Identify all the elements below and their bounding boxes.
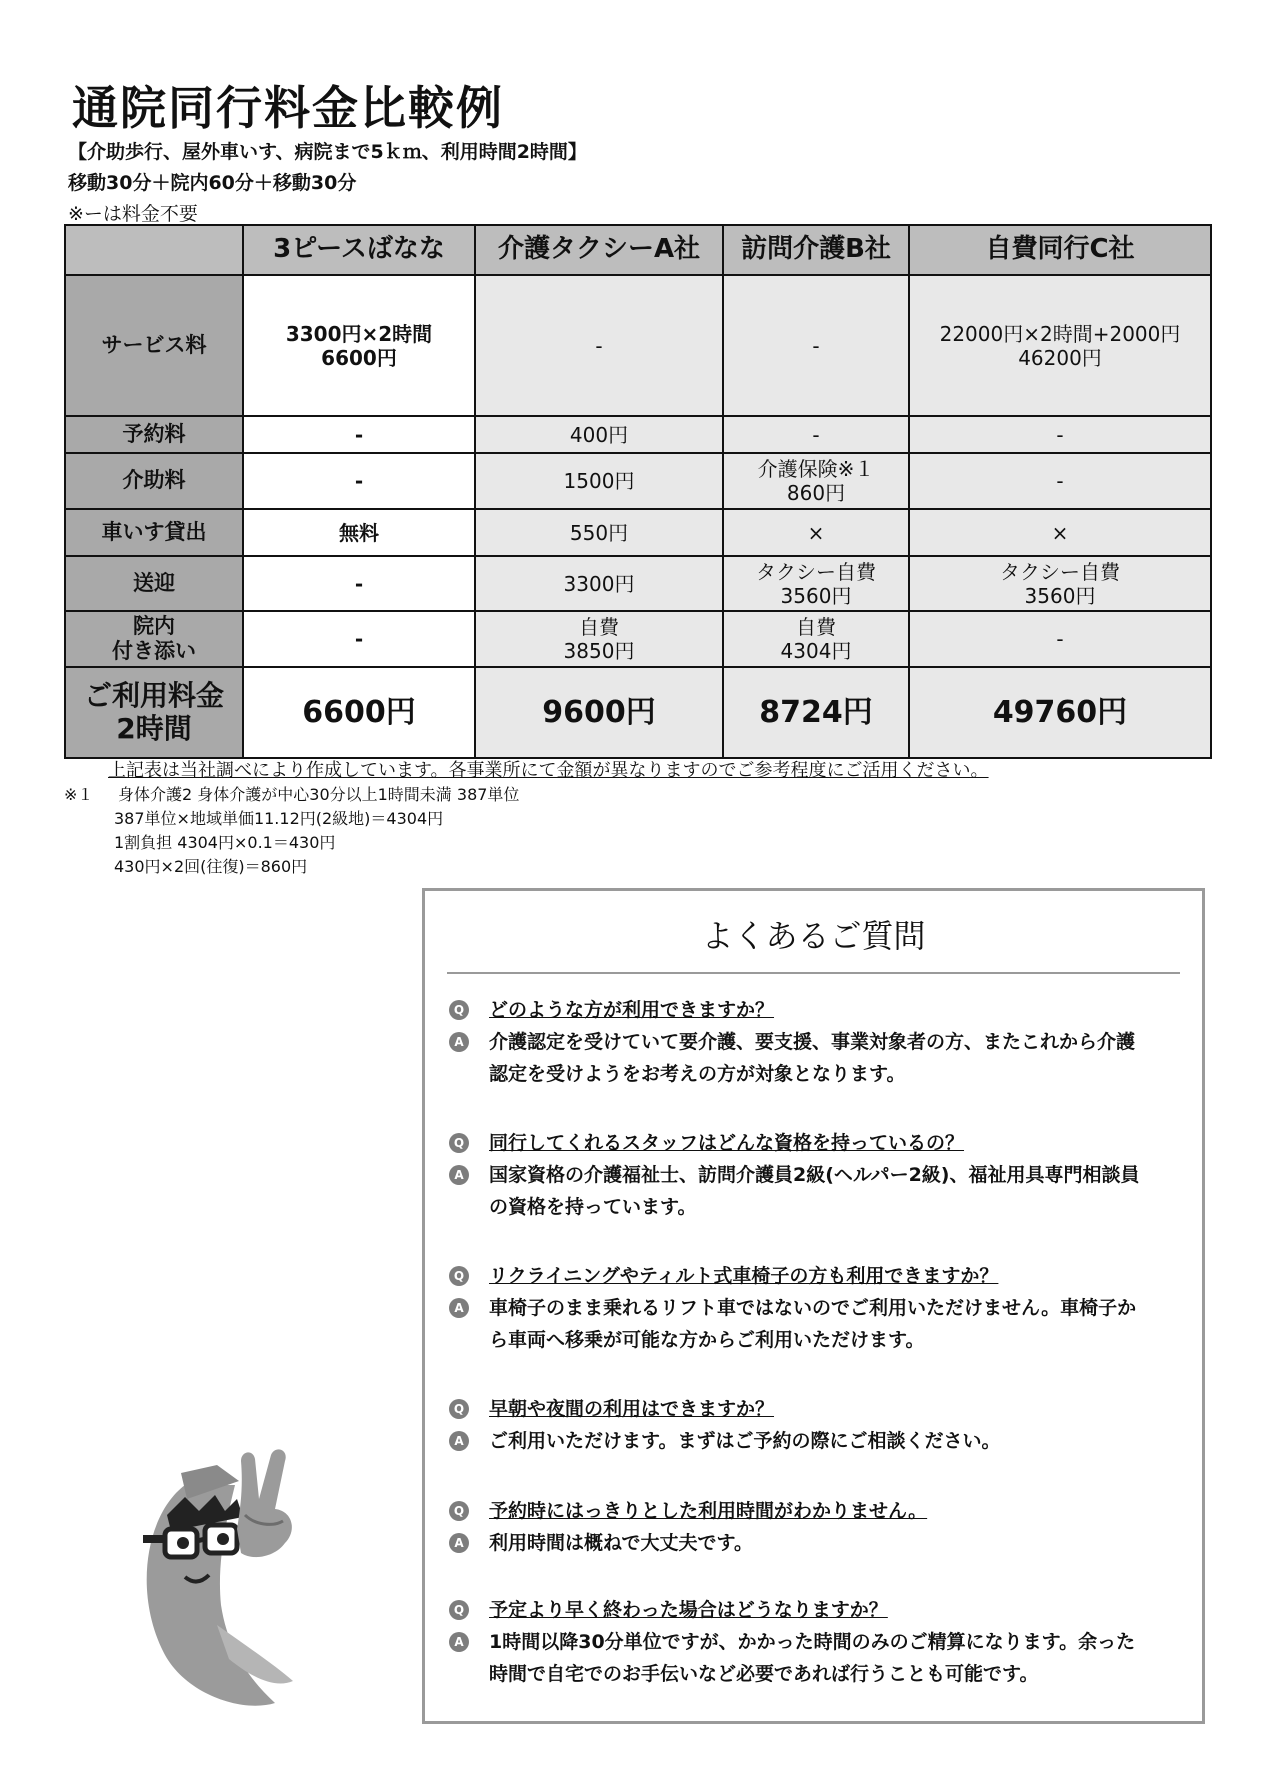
row-header: 院内 付き添い bbox=[65, 611, 243, 667]
faq-answer: 認定を受けようをお考えの方が対象となります。 bbox=[489, 1063, 906, 1085]
answer-icon: A bbox=[449, 1165, 469, 1185]
table-disclaimer: 上記表は当社調べにより作成しています。各事業所にて金額が異なりますのでご参考程度にご活用ください。 bbox=[108, 760, 989, 781]
faq-answer: 利用時間は概ねで大丈夫です。 bbox=[489, 1532, 754, 1554]
question-icon: Q bbox=[449, 1000, 469, 1020]
faq-item bbox=[447, 1393, 1188, 1457]
answer-icon: A bbox=[449, 1431, 469, 1451]
total-cell: 6600円 bbox=[243, 667, 475, 758]
faq-question: 早朝や夜間の利用はできますか？ bbox=[489, 1398, 775, 1420]
answer-icon: A bbox=[449, 1298, 469, 1318]
legend-note: ※ーは料金不要 bbox=[68, 203, 198, 225]
faq-item bbox=[447, 1495, 1188, 1559]
footnote-line: 430円×2回(往復)＝860円 bbox=[114, 857, 308, 876]
row-header: 車いす貸出 bbox=[65, 509, 243, 556]
total-cell: 8724円 bbox=[723, 667, 909, 758]
table-cell: 自費 3850円 bbox=[475, 611, 723, 667]
faq-answer: 介護認定を受けていて要介護、要支援、事業対象者の方、またこれから介護 bbox=[489, 1031, 1136, 1053]
table-corner-cell bbox=[65, 225, 243, 275]
table-cell: - bbox=[723, 416, 909, 453]
question-icon: Q bbox=[449, 1266, 469, 1286]
faq-question: リクライニングやティルト式車椅子の方も利用できますか？ bbox=[489, 1265, 999, 1287]
faq-item bbox=[447, 1260, 1188, 1356]
table-cell: - bbox=[243, 416, 475, 453]
table-cell: 自費 4304円 bbox=[723, 611, 909, 667]
faq-answer: 国家資格の介護福祉士、訪問介護員2級(ヘルパー2級)、福祉用具専門相談員 bbox=[489, 1164, 1140, 1186]
footnote-line: 387単位×地域単価11.12円(2級地)＝4304円 bbox=[114, 809, 444, 828]
question-icon: Q bbox=[449, 1133, 469, 1153]
question-icon: Q bbox=[449, 1501, 469, 1521]
row-header: サービス料 bbox=[65, 275, 243, 416]
footnote-line: 1割負担 4304円×0.1＝430円 bbox=[114, 833, 336, 852]
row-header: 介助料 bbox=[65, 453, 243, 509]
answer-icon: A bbox=[449, 1533, 469, 1553]
table-cell: - bbox=[243, 611, 475, 667]
table-cell: × bbox=[723, 509, 909, 556]
column-header: 自費同行C社 bbox=[909, 225, 1211, 275]
answer-icon: A bbox=[449, 1032, 469, 1052]
faq-answer: ら車両へ移乗が可能な方からご利用いただけます。 bbox=[489, 1329, 925, 1351]
table-cell: 1500円 bbox=[475, 453, 723, 509]
table-row bbox=[65, 275, 1211, 416]
faq-title: よくあるご質問 bbox=[701, 917, 926, 955]
page-title: 通院同行料金比較例 bbox=[72, 81, 504, 135]
table-row bbox=[65, 556, 1211, 611]
faq-item bbox=[447, 994, 1188, 1090]
table-cell: 無料 bbox=[243, 509, 475, 556]
answer-icon: A bbox=[449, 1632, 469, 1652]
table-cell: 550円 bbox=[475, 509, 723, 556]
table-cell: 介護保険※１ 860円 bbox=[723, 453, 909, 509]
total-cell: 49760円 bbox=[909, 667, 1211, 758]
faq-question: どのような方が利用できますか？ bbox=[489, 999, 775, 1021]
table-row bbox=[65, 453, 1211, 509]
table-row bbox=[65, 611, 1211, 667]
faq-item bbox=[447, 1127, 1188, 1223]
faq-panel bbox=[422, 888, 1205, 1724]
comparison-table bbox=[64, 224, 1212, 759]
faq-answer: の資格を持っています。 bbox=[489, 1196, 697, 1218]
faq-item bbox=[447, 1594, 1188, 1690]
faq-question: 予定より早く終わった場合はどうなりますか？ bbox=[489, 1599, 888, 1621]
table-cell: タクシー自費 3560円 bbox=[723, 556, 909, 611]
banana-mascot-icon bbox=[125, 1445, 335, 1715]
table-cell: - bbox=[909, 453, 1211, 509]
faq-answer: 1時間以降30分単位ですが、かかった時間のみのご精算になります。余った bbox=[489, 1631, 1136, 1653]
table-cell: 400円 bbox=[475, 416, 723, 453]
table-cell: - bbox=[475, 275, 723, 416]
faq-answer: ご利用いただけます。まずはご予約の際にご相談ください。 bbox=[489, 1430, 1001, 1452]
faq-answer: 時間で自宅でのお手伝いなど必要であれば行うことも可能です。 bbox=[489, 1663, 1039, 1685]
row-header: 送迎 bbox=[65, 556, 243, 611]
table-cell: - bbox=[723, 275, 909, 416]
table-cell: - bbox=[243, 556, 475, 611]
column-header: 訪問介護B社 bbox=[723, 225, 909, 275]
footnote-marker: ※１ bbox=[64, 785, 94, 804]
time-breakdown: 移動30分＋院内60分＋移動30分 bbox=[68, 172, 357, 194]
column-header: 介護タクシーA社 bbox=[475, 225, 723, 275]
total-row bbox=[65, 667, 1211, 758]
faq-question: 予約時にはっきりとした利用時間がわかりません。 bbox=[489, 1500, 928, 1522]
question-icon: Q bbox=[449, 1399, 469, 1419]
table-cell: 3300円 bbox=[475, 556, 723, 611]
footnote-line: 身体介護2 身体介護が中心30分以上1時間未満 387単位 bbox=[118, 785, 520, 804]
total-cell: 9600円 bbox=[475, 667, 723, 758]
table-cell: タクシー自費 3560円 bbox=[909, 556, 1211, 611]
table-cell: 3300円×2時間 6600円 bbox=[243, 275, 475, 416]
table-cell: 22000円×2時間+2000円 46200円 bbox=[909, 275, 1211, 416]
conditions-subtitle: 【介助歩行、屋外車いす、病院まで5ｋｍ、利用時間2時間】 bbox=[68, 141, 587, 163]
question-icon: Q bbox=[449, 1600, 469, 1620]
column-header: 3ピースばなな bbox=[243, 225, 475, 275]
row-header: ご利用料金 2時間 bbox=[65, 667, 243, 758]
table-cell: - bbox=[243, 453, 475, 509]
table-row bbox=[65, 509, 1211, 556]
table-cell: - bbox=[909, 416, 1211, 453]
faq-question: 同行してくれるスタッフはどんな資格を持っているの？ bbox=[489, 1132, 965, 1154]
table-cell: - bbox=[909, 611, 1211, 667]
faq-answer: 車椅子のまま乗れるリフト車ではないのでご利用いただけません。車椅子か bbox=[489, 1297, 1137, 1319]
table-cell: × bbox=[909, 509, 1211, 556]
faq-divider bbox=[447, 972, 1180, 974]
table-header-row bbox=[65, 225, 1211, 275]
table-row bbox=[65, 416, 1211, 453]
row-header: 予約料 bbox=[65, 416, 243, 453]
